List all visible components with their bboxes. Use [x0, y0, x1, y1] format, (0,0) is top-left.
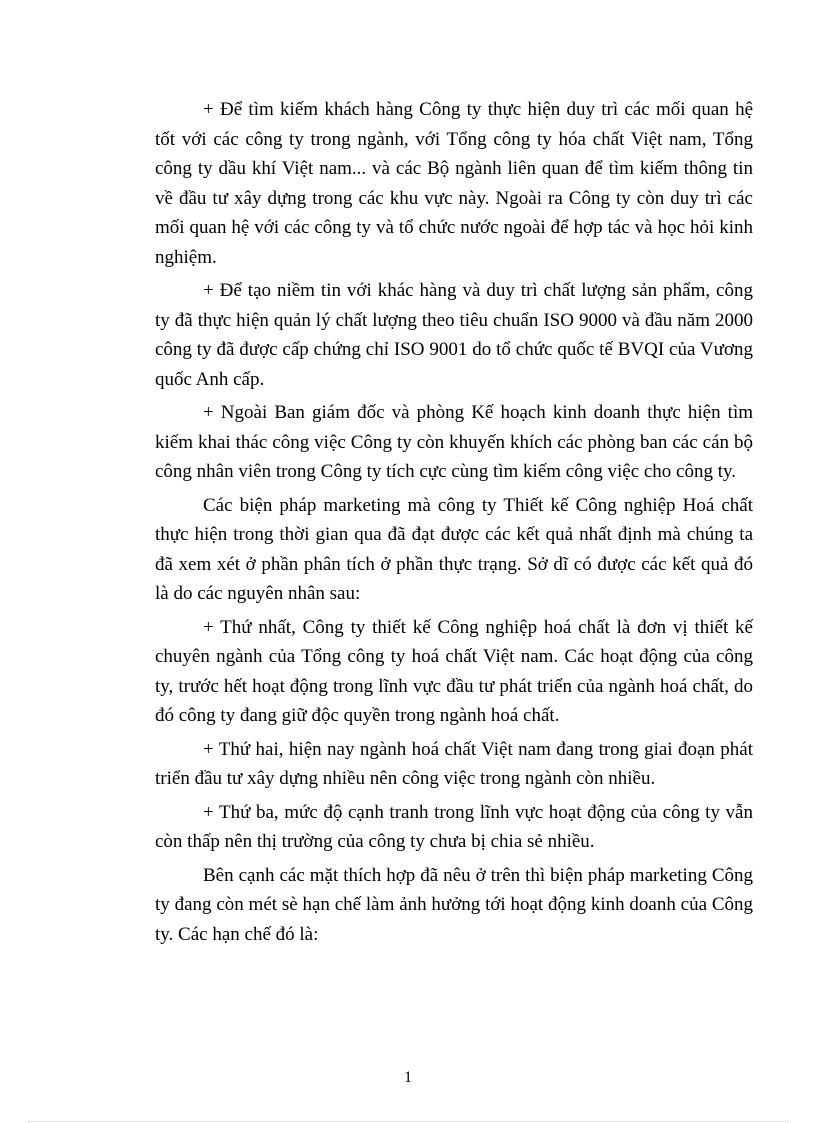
- paragraph-iso-quality: + Để tạo niềm tin với khác hàng và duy trì chất lượng sản phẩm, công ty đã thực hiện quản lý chất lượng theo tiêu chuẩn ISO 9000 và đầu năm 2000 công ty đã được cấp chứng chỉ ISO 9001 do tổ chức quốc tế BVQI của Vương quốc Anh cấp.: [155, 280, 753, 390]
- paragraph-limitations-intro: Bên cạnh các mặt thích hợp đã nêu ở trên thì biện pháp marketing Công ty đang còn mét sè hạn chế làm ảnh hưởng tới hoạt động kinh doanh của Công ty. Các hạn chế đó là:: [155, 864, 753, 945]
- paragraph-staff-search: + Ngoài Ban giám đốc và phòng Kế hoạch kinh doanh thực hiện tìm kiếm khai thác công việc Công ty còn khuyến khích các phòng ban các cán bộ công nhân viên trong Công ty tích cực cùng tìm kiếm công việc cho công ty.: [155, 402, 753, 482]
- page-number: 1: [404, 1069, 412, 1086]
- paragraph-marketing-results: Các biện pháp marketing mà công ty Thiết kế Công nghiệp Hoá chất thực hiện trong thời gian qua đã đạt được các kết quả nhất định mà chúng ta đã xem xét ở phần phân tích ở phần thực trạng. Sở dĩ có được các kết quả đó là do các nguyên nhân sau:: [155, 494, 753, 604]
- paragraph-reason-first: + Thứ nhất, Công ty thiết kế Công nghiệp hoá chất là đơn vị thiết kế chuyên ngành của Tổng công ty hoá chất Việt nam. Các hoạt động của công ty, trước hết hoạt động trong lĩnh vực đầu tư phát triển của ngành hoá chất, do đó công ty đang giữ độc quyền trong ngành hoá chất.: [155, 616, 753, 726]
- page-bottom-divider: [28, 1121, 788, 1122]
- body-text: [155, 95, 753, 953]
- paragraph-reason-third: + Thứ ba, mức độ cạnh tranh trong lĩnh vực hoạt động của công ty vẫn còn thấp nên thị trường của công ty chưa bị chia sẻ nhiều.: [155, 801, 753, 852]
- paragraph-reason-second: + Thứ hai, hiện nay ngành hoá chất Việt nam đang trong giai đoạn phát triển đầu tư xây dựng nhiều nên công việc trong ngành còn nhiều.: [155, 738, 753, 789]
- paragraph-customer-relations: + Để tìm kiếm khách hàng Công ty thực hiện duy trì các mối quan hệ tốt với các công ty trong ngành, với Tổng công ty hóa chất Việt nam, Tổng công ty dầu khí Việt nam... và các Bộ ngành liên quan để tìm kiếm thông tin về đầu tư xây dựng trong các khu vực này. Ngoài ra Công ty còn duy trì các mối quan hệ với các công ty và tổ chức nước ngoài để hợp tác và học hỏi kinh nghiệm.: [155, 99, 753, 268]
